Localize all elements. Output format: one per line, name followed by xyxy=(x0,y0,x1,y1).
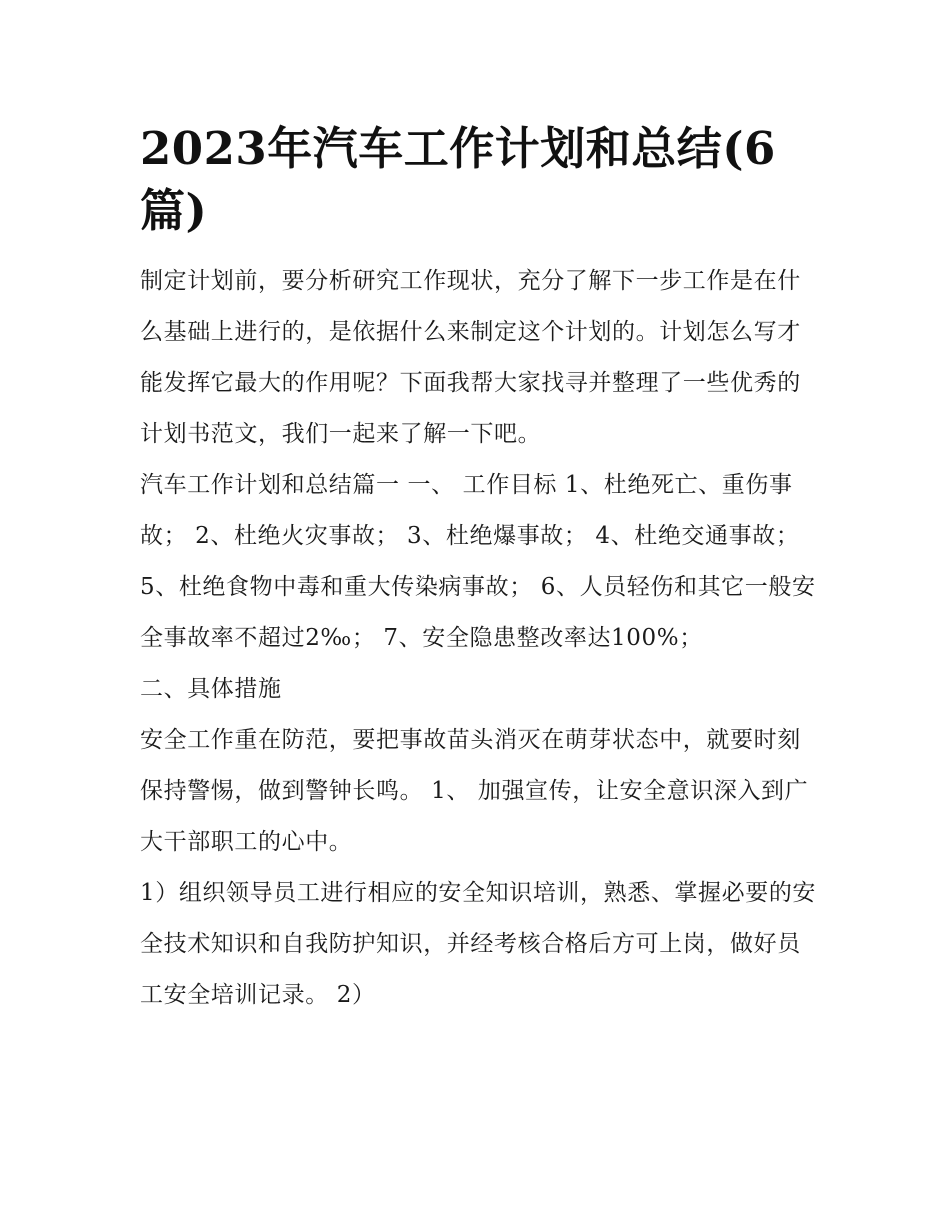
paragraph-goals-continued: 5、杜绝食物中毒和重大传染病事故； 6、人员轻伤和其它一般安全事故率不超过2‰； 7、安全隐患整改率达100%； xyxy=(140,574,816,651)
paragraph-intro: 制定计划前，要分析研究工作现状，充分了解下一步工作是在什么基础上进行的，是依据什么来制定这个计划的。计划怎么写才能发挥它最大的作用呢？下面我帮大家找寻并整理了一些优秀的计划书范文，我们一起来了解一下吧。 xyxy=(140,268,801,447)
document-title xyxy=(140,118,820,242)
paragraph-measures: 安全工作重在防范，要把事故苗头消灭在萌芽状态中，就要时刻保持警惕，做到警钟长鸣。 1、 加强宣传，让安全意识深入到广大干部职工的心中。 xyxy=(140,727,809,855)
title-line-2: 篇) xyxy=(140,184,208,237)
paragraph-training: 1）组织领导员工进行相应的安全知识培训，熟悉、掌握必要的安全技术知识和自我防护知识，并经考核合格后方可上岗，做好员工安全培训记录。 2） xyxy=(140,880,817,1008)
title-line-1: 2023年汽车工作计划和总结(6 xyxy=(140,122,776,175)
paragraph-goals: 汽车工作计划和总结篇一 一、 工作目标 1、杜绝死亡、重伤事故； 2、杜绝火灾事故； 3、杜绝爆事故； 4、杜绝交通事故； xyxy=(140,472,800,549)
section-heading-measures: 二、具体措施 xyxy=(140,676,282,702)
document-content xyxy=(140,118,820,1021)
